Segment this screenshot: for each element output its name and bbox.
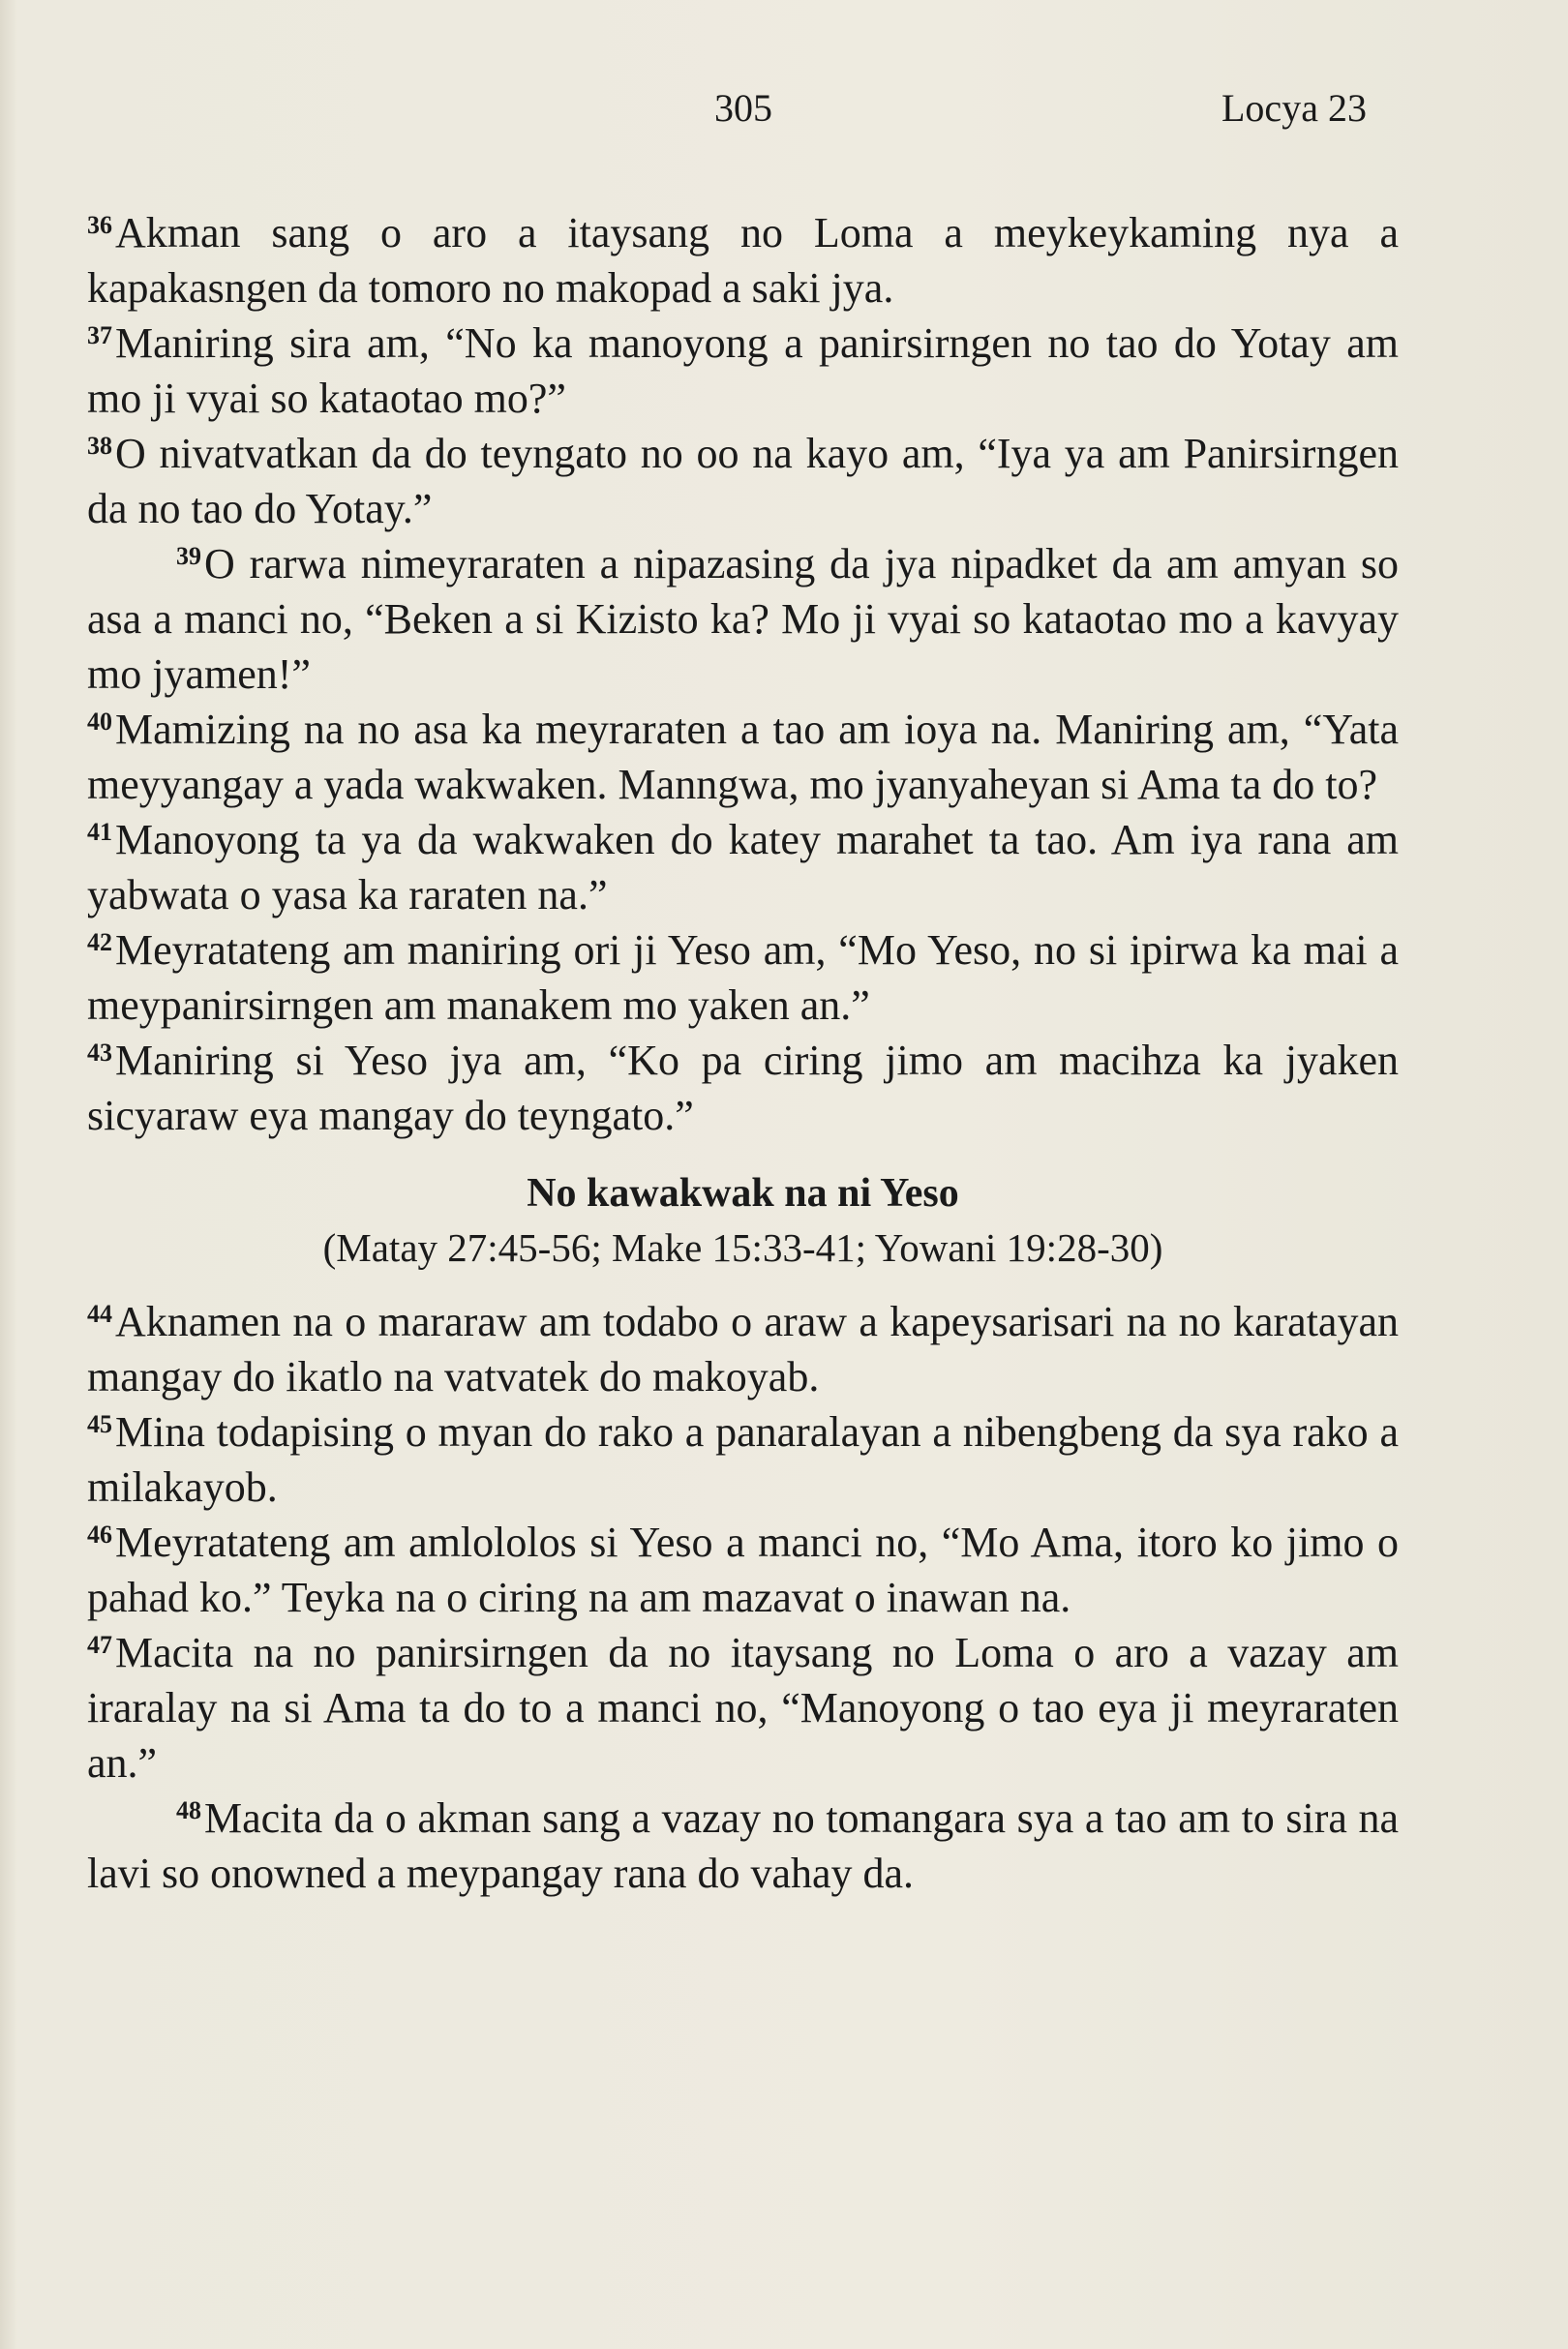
verse-number: 40	[87, 708, 112, 736]
verse-text: Maniring si Yeso jya am, “Ko pa ciring jimo am macihza ka jyaken sicyaraw eya mangay do teyngato.”	[87, 1037, 1399, 1139]
verse-number: 39	[176, 542, 201, 570]
verse-48	[87, 1791, 1399, 1901]
verse-38	[87, 426, 1399, 536]
verse-number: 47	[87, 1631, 112, 1659]
verse-number: 48	[176, 1796, 201, 1824]
verse-45	[87, 1404, 1399, 1515]
verse-42	[87, 922, 1399, 1033]
section-title: No kawakwak na ni Yeso	[527, 1171, 959, 1216]
verse-text: Macita na no panirsirngen da no itaysang no Loma o aro a vazay am iraralay na si Ama ta do to a manci no, “Manoyong o tao eya ji meyraraten an.”	[87, 1629, 1399, 1787]
verse-text: Meyratateng am amlololos si Yeso a manci no, “Mo Ama, itoro ko jimo o pahad ko.” Teyka na o ciring na am mazavat o inawan na.	[87, 1519, 1399, 1621]
page-body	[87, 205, 1399, 1901]
section-references: (Matay 27:45-56; Make 15:33-41; Yowani 19:28-30)	[322, 1225, 1163, 1270]
verse-46	[87, 1515, 1399, 1625]
verse-text: Mamizing na no asa ka meyraraten a tao am ioya na. Maniring am, “Yata meyyangay a yada wakwaken. Manngwa, mo jyanyaheyan si Ama ta do to?	[87, 706, 1399, 808]
verse-text: Manoyong ta ya da wakwaken do katey marahet ta tao. Am iya rana am yabwata o yasa ka raraten na.”	[87, 816, 1399, 919]
verse-text: Akman sang o aro a itaysang no Loma a meykeykaming nya a kapakasngen da tomoro no makopad a saki jya.	[87, 209, 1399, 312]
verse-number: 36	[87, 211, 112, 239]
page-number: 305	[714, 86, 772, 130]
section-heading	[87, 1166, 1399, 1275]
verse-text: Maniring sira am, “No ka manoyong a panirsirngen no tao do Yotay am mo ji vyai so kataotao mo?”	[87, 319, 1399, 422]
verse-37	[87, 316, 1399, 426]
verse-41	[87, 812, 1399, 922]
verse-text: Aknamen na o mararaw am todabo o araw a kapeysarisari na no karatayan mangay do ikatlo na vatvatek do makoyab.	[87, 1298, 1399, 1400]
verse-40	[87, 702, 1399, 812]
verse-43	[87, 1033, 1399, 1143]
verse-number: 44	[87, 1300, 112, 1328]
verse-number: 45	[87, 1410, 112, 1438]
running-head: Locya 23	[1221, 86, 1367, 130]
verse-44	[87, 1294, 1399, 1404]
verse-number: 46	[87, 1521, 112, 1549]
verse-number: 42	[87, 928, 112, 956]
verse-text: O nivatvatkan da do teyngato no oo na kayo am, “Iya ya am Panirsirngen da no tao do Yotay.”	[87, 430, 1399, 532]
verse-number: 43	[87, 1039, 112, 1067]
verse-text: Macita da o akman sang a vazay no tomangara sya a tao am to sira na lavi so onowned a meypangay rana do vahay da.	[87, 1794, 1399, 1897]
verse-text: Mina todapising o myan do rako a panaralayan a nibengbeng da sya rako a milakayob.	[87, 1408, 1399, 1511]
verse-47	[87, 1625, 1399, 1791]
verse-number: 37	[87, 321, 112, 349]
verse-39	[87, 536, 1399, 702]
verse-number: 41	[87, 818, 112, 846]
verse-text: Meyratateng am maniring ori ji Yeso am, “Mo Yeso, no si ipirwa ka mai a meypanirsirngen am manakem mo yaken an.”	[87, 926, 1399, 1029]
verse-36	[87, 205, 1399, 316]
verse-text: O rarwa nimeyraraten a nipazasing da jya nipadket da am amyan so asa a manci no, “Beken a si Kizisto ka? Mo ji vyai so kataotao mo a kavyay mo jyamen!”	[87, 540, 1399, 698]
page-header	[0, 85, 1568, 143]
verse-number: 38	[87, 432, 112, 460]
